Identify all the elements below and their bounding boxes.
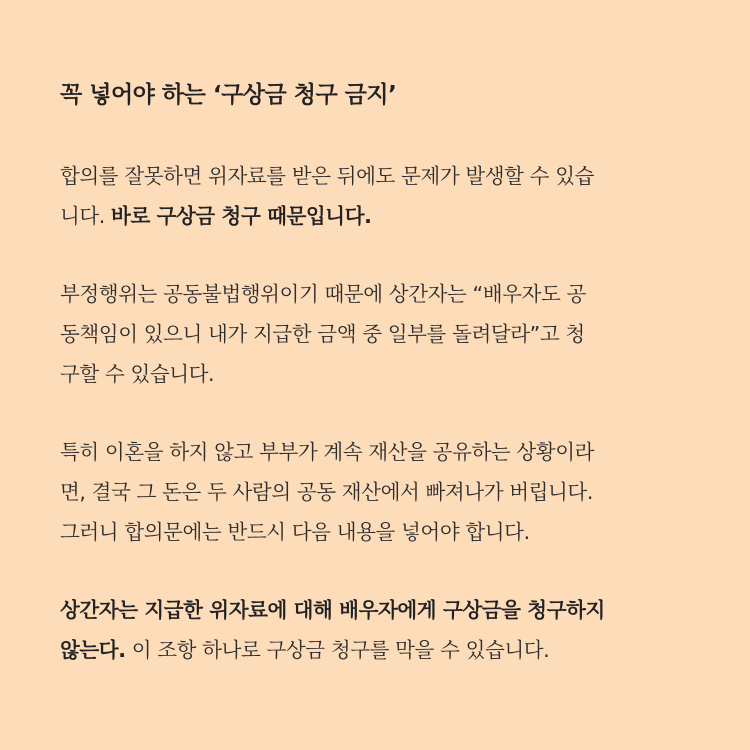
paragraph-3-line-2: 면, 결국 그 돈은 두 사람의 공동 재산에서 빠져나가 버립니다.: [60, 480, 593, 504]
paragraph-2-line-3: 구할 수 있습니다.: [60, 362, 215, 386]
paragraph-1-line-1: 합의를 잘못하면 위자료를 받은 뒤에도 문제가 발생할 수 있습: [60, 164, 595, 188]
paragraph-2-line-2: 동책임이 있으니 내가 지급한 금액 중 일부를 돌려달라”고 청: [60, 322, 585, 346]
paragraph-1: [60, 156, 692, 236]
paragraph-1-line-2: [60, 196, 692, 236]
paragraph-4-line-2-text: 이 조항 하나로 구상금 청구를 막을 수 있습니다.: [125, 638, 550, 662]
paragraph-4-emphasis-line-2: 않는다.: [60, 638, 126, 662]
paragraph-1-line-2-text: 니다.: [60, 204, 112, 228]
paragraph-2-line-1: 부정행위는 공동불법행위이기 때문에 상간자는 “배우자도 공: [60, 282, 586, 306]
paragraph-4: [60, 590, 692, 670]
paragraph-1-emphasis: 바로 구상금 청구 때문입니다.: [111, 204, 372, 228]
paragraph-3-line-1: 특히 이혼을 하지 않고 부부가 계속 재산을 공유하는 상황이라: [60, 440, 595, 464]
paragraph-4-emphasis-line-1: 상간자는 지급한 위자료에 대해 배우자에게 구상금을 청구하지: [60, 598, 605, 622]
page-title: 꼭 넣어야 하는 ‘구상금 청구 금지’: [60, 82, 397, 108]
paragraph-2: [60, 274, 692, 394]
paragraph-3-line-3: 그러니 합의문에는 반드시 다음 내용을 넣어야 합니다.: [60, 520, 530, 544]
paragraph-3: [60, 432, 692, 552]
paragraph-4-line-2: [60, 630, 692, 670]
